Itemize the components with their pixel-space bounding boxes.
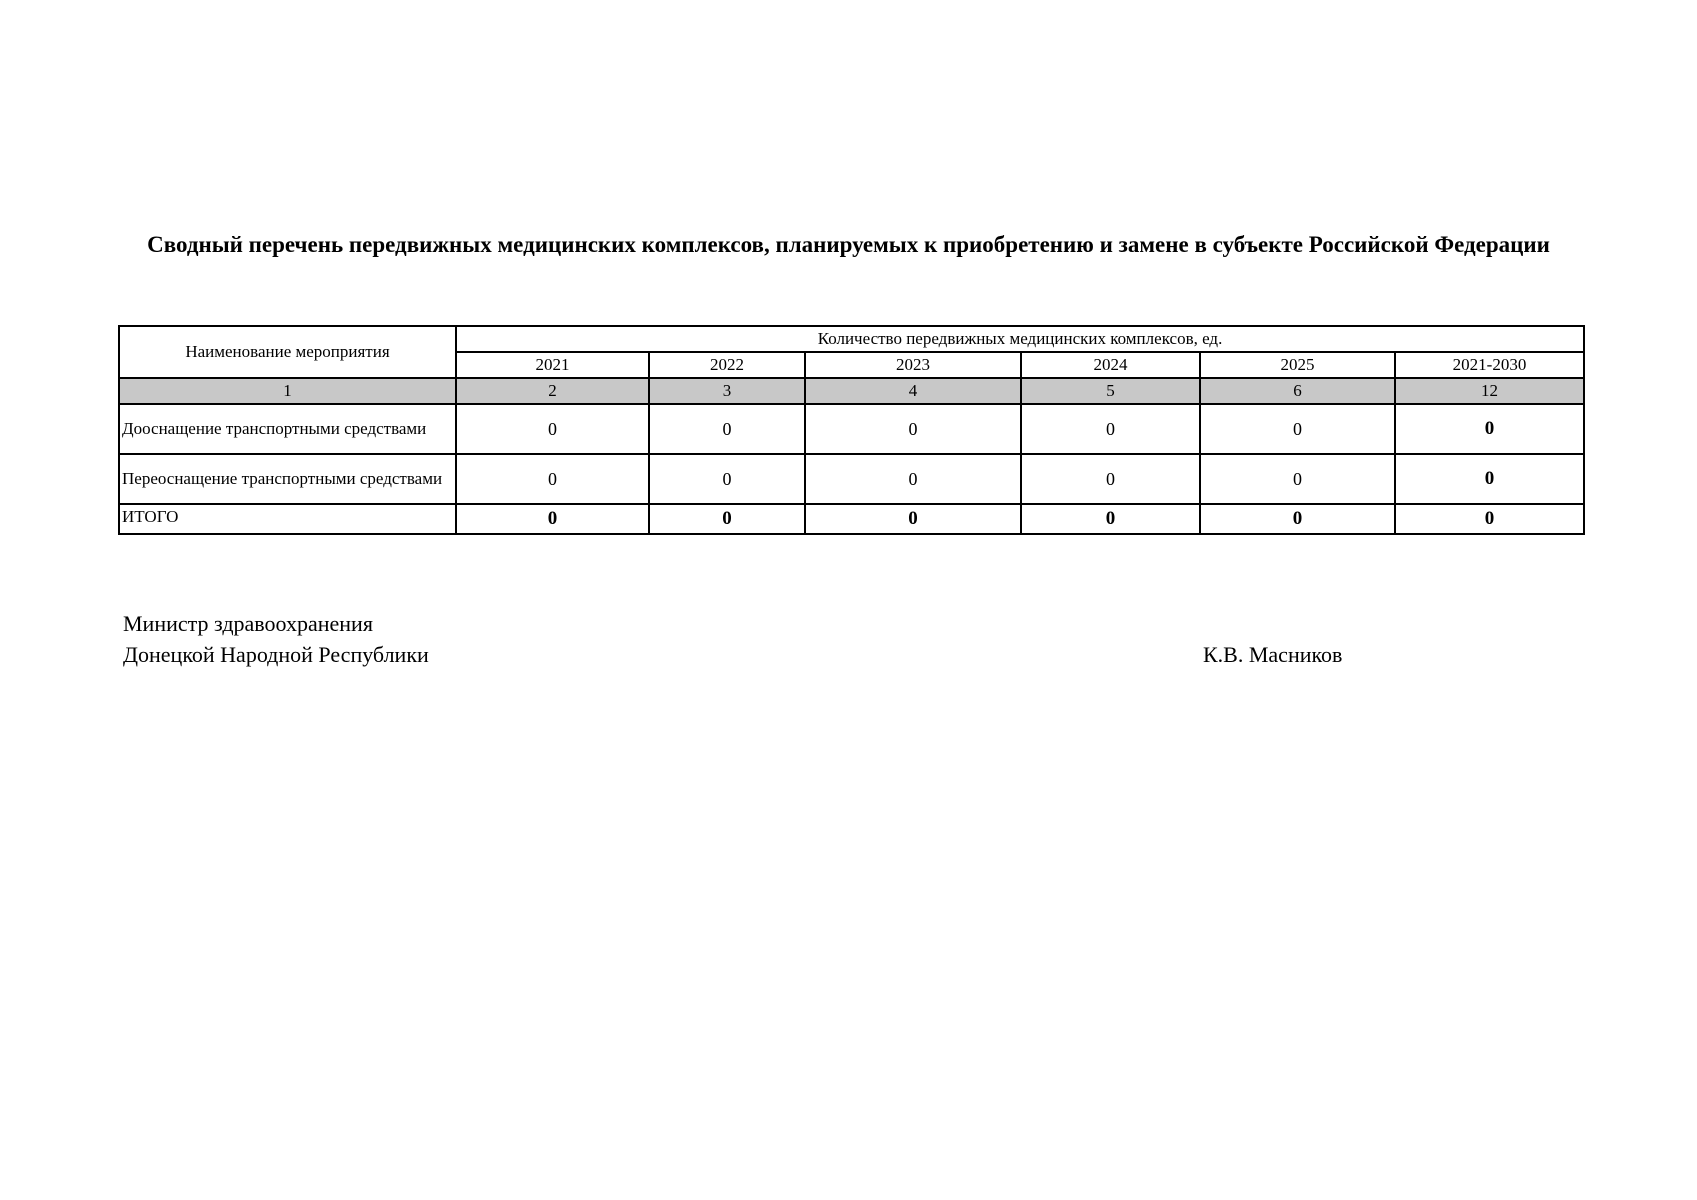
quantity-group-header: Количество передвижных медицинских комплексов, ед. [456, 326, 1584, 352]
total-value: 0 [456, 504, 649, 534]
row-total-value: 0 [1395, 454, 1584, 504]
column-number: 12 [1395, 378, 1584, 404]
position-line: Министр здравоохранения [123, 611, 373, 636]
cell-value: 0 [649, 404, 805, 454]
table-row [119, 404, 1584, 454]
year-header: 2022 [649, 352, 805, 378]
header-row-group [119, 326, 1584, 352]
document-title: Сводный перечень передвижных медицинских комплексов, планируемых к приобретению и замене в субъекте Российской Федерации [147, 232, 1550, 257]
total-row [119, 504, 1584, 534]
row-total-value: 0 [1395, 404, 1584, 454]
column-number: 4 [805, 378, 1021, 404]
cell-value: 0 [1200, 404, 1395, 454]
cell-value: 0 [456, 404, 649, 454]
cell-value: 0 [649, 454, 805, 504]
column-number: 6 [1200, 378, 1395, 404]
total-value: 0 [649, 504, 805, 534]
total-value: 0 [805, 504, 1021, 534]
total-value: 0 [1021, 504, 1200, 534]
mobile-complexes-table [118, 325, 1585, 535]
year-header: 2024 [1021, 352, 1200, 378]
signatory-position [123, 608, 429, 670]
total-value: 0 [1395, 504, 1584, 534]
table-row [119, 454, 1584, 504]
column-number-row [119, 378, 1584, 404]
year-header: 2021-2030 [1395, 352, 1584, 378]
cell-value: 0 [1021, 404, 1200, 454]
position-line: Донецкой Народной Республики [123, 642, 429, 667]
cell-value: 0 [1200, 454, 1395, 504]
column-number: 2 [456, 378, 649, 404]
cell-value: 0 [805, 404, 1021, 454]
total-value: 0 [1200, 504, 1395, 534]
year-header: 2023 [805, 352, 1021, 378]
total-label: ИТОГО [119, 504, 456, 534]
year-header: 2025 [1200, 352, 1395, 378]
name-column-header: Наименование мероприятия [119, 326, 456, 378]
column-number: 3 [649, 378, 805, 404]
column-number: 1 [119, 378, 456, 404]
row-name: Переоснащение транспортными средствами [119, 454, 456, 504]
row-name: Дооснащение транспортными средствами [119, 404, 456, 454]
cell-value: 0 [805, 454, 1021, 504]
signatory-name: К.В. Масников [1203, 642, 1343, 667]
year-header: 2021 [456, 352, 649, 378]
column-number: 5 [1021, 378, 1200, 404]
cell-value: 0 [456, 454, 649, 504]
cell-value: 0 [1021, 454, 1200, 504]
